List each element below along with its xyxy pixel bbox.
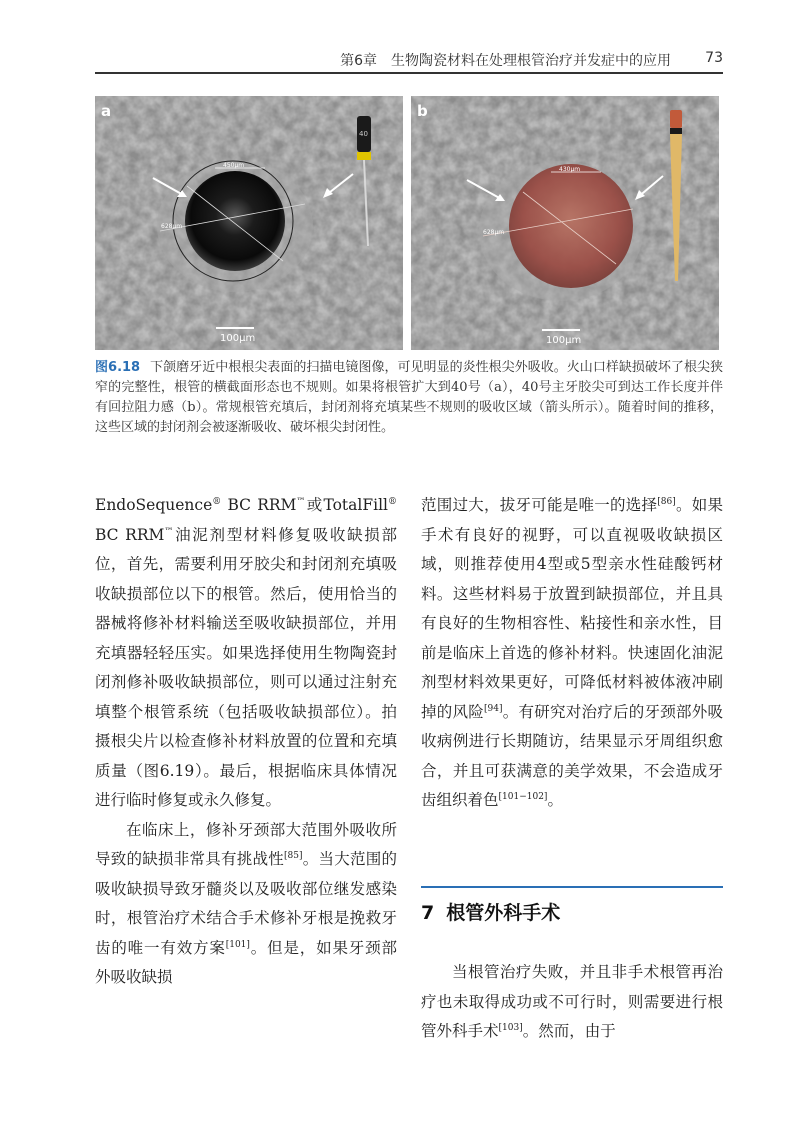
section-heading [421, 898, 723, 925]
figure-panel-b [411, 96, 719, 350]
sem-image-a [95, 96, 403, 350]
body-text: 。然而，由于 [522, 1022, 616, 1040]
right-column-continued [421, 958, 723, 1047]
section-rule [421, 886, 723, 888]
right-column [421, 491, 723, 816]
page-number: 73 [705, 50, 723, 66]
section-title: 根管外科手术 [446, 902, 561, 924]
instrument-label-a: 40 [359, 130, 368, 138]
left-column [95, 491, 397, 993]
body-text: 在临床上，修补牙颈部大范围外吸收所导致的缺损非常具有挑战性 [95, 820, 397, 868]
left-paragraph-1 [95, 491, 397, 816]
scale-bar-b: 100μm [546, 335, 582, 346]
citation: [101] [225, 939, 250, 950]
body-text: 。但是，如果牙颈部外吸收缺损 [95, 938, 397, 986]
product-name: 或TotalFill [305, 496, 388, 514]
right-paragraph-2 [421, 958, 723, 1047]
product-name: BC RRM [221, 496, 297, 514]
measure-top-b: 430μm [559, 166, 581, 173]
body-text: 。当大范围的吸收缺损导致牙髓炎以及吸收部位继发感染时，根管治疗术结合手术修补牙根是挽救牙齿的唯一有效方案 [95, 850, 397, 957]
section-7 [421, 886, 723, 925]
measure-left-b: 628μm [483, 229, 505, 236]
caption-label: 图6.18 [95, 360, 141, 375]
body-text: 。有研究对治疗后的牙颈部外吸收病例进行长期随访，结果显示牙周组织愈合，并且可获满意的美学效果，不会造成牙齿组织着色 [421, 702, 723, 809]
body-text: 油泥剂型材料修复吸收缺损部位，首先，需要利用牙胶尖和封闭剂充填吸收缺损部位以下的根管。然后，使用恰当的器械将修补材料输送至吸收缺损部位，并用充填器轻轻压实。如果选择使用生物陶瓷封闭剂修补吸收缺损部位，则可以通过注射充填整个根管系统（包括吸收缺损部位）。拍摄根尖片以检查修补材料放置的位置和充填质量（图6.19）。最后，根据临床具体情况进行临时修复或永久修复。 [95, 525, 397, 809]
left-paragraph-2 [95, 816, 397, 993]
measure-top-a: 450μm [223, 162, 245, 169]
body-text: 范围过大，拔牙可能是唯一的选择 [421, 496, 658, 514]
right-paragraph-1 [421, 491, 723, 816]
citation: [86] [657, 496, 676, 507]
citation: [85] [284, 850, 303, 861]
body-text: 。如果手术有良好的视野，可以直视吸收缺损区域，则推荐使用4型或5型亲水性硅酸钙材料。这些材料易于放置到缺损部位，并且具有良好的生物相容性、粘接性和亲水性，目前是临床上首选的修补材料。快速固化油泥剂型材料效果更好，可降低材料被体液冲刷掉的风险 [421, 496, 723, 721]
body-text: 当根管治疗失败，并且非手术根管再治疗也未取得成功或不可行时，则需要进行根管外科手术 [421, 963, 723, 1040]
page-header [95, 46, 723, 72]
header-rule [95, 72, 723, 74]
body-text: 。 [547, 791, 563, 809]
citation: [103] [498, 1022, 523, 1033]
figure-panel-a [95, 96, 403, 350]
registered-mark: ® [212, 496, 222, 507]
measure-left-a: 628μm [161, 223, 183, 230]
panel-label-a: a [101, 102, 112, 120]
section-number: 7 [421, 902, 435, 924]
scale-bar-a: 100μm [220, 333, 256, 344]
sem-image-b [411, 96, 719, 350]
registered-mark: ® [388, 496, 397, 507]
citation: [94] [484, 703, 503, 714]
figure-caption [95, 358, 723, 438]
trademark-mark: ™ [164, 526, 174, 537]
product-name: EndoSequence [95, 496, 213, 514]
citation: [101−102] [498, 791, 548, 802]
trademark-mark: ™ [296, 496, 306, 507]
panel-label-b: b [417, 102, 428, 120]
running-title: 第6章 生物陶瓷材料在处理根管治疗并发症中的应用 [340, 53, 671, 69]
product-name: BC RRM [95, 525, 165, 544]
caption-text: 下颌磨牙近中根根尖表面的扫描电镜图像，可见明显的炎性根尖外吸收。火山口样缺损破坏了根尖狭窄的完整性，根管的横截面形态也不规则。如果将根管扩大到40号（a），40号主牙胶尖可到达工作长度并伴有回拉阻力感（b）。常规根管充填后，封闭剂将充填某些不规则的吸收区域（箭头所示）。随着时间的推移，这些区域的封闭剂会被逐渐吸收、破坏根尖封闭性。 [95, 360, 723, 435]
